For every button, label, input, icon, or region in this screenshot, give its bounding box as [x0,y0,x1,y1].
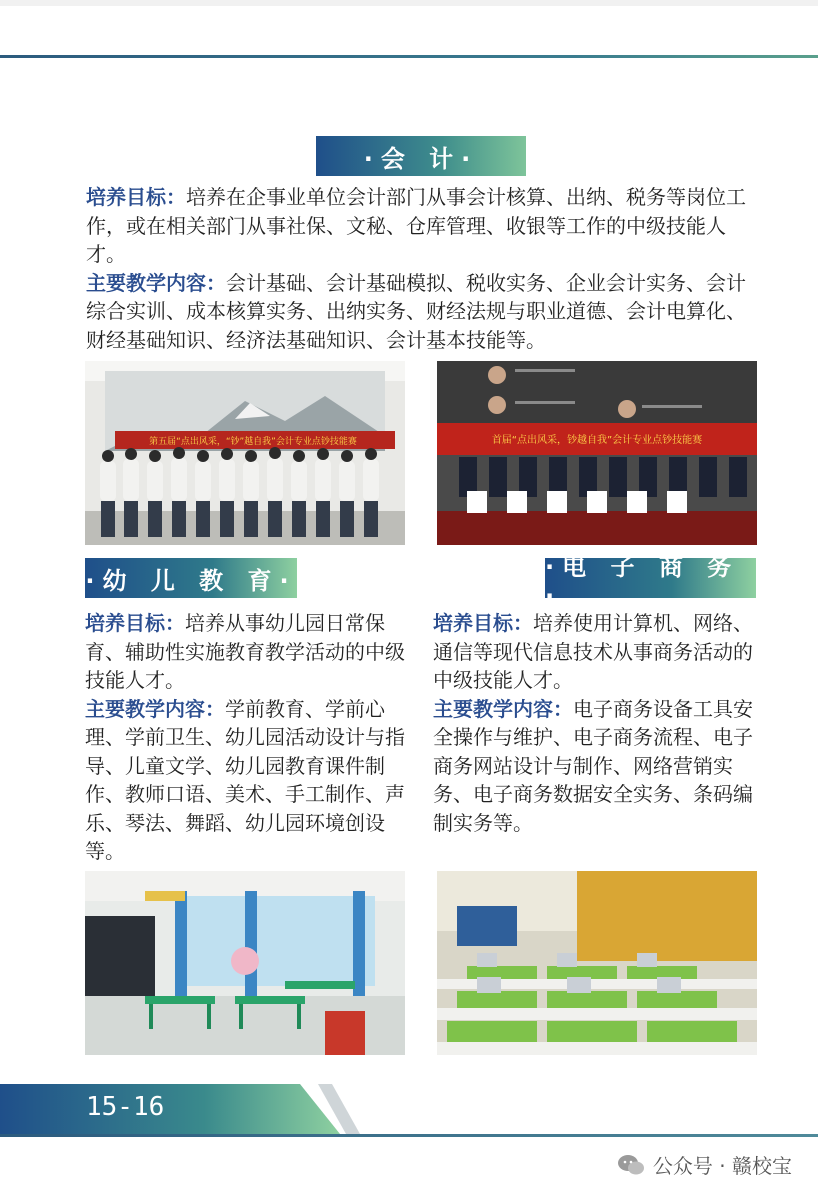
preschool-goal [85,609,413,695]
wechat-icon [617,1154,645,1176]
section-title-accounting: ·会 计· [316,136,526,176]
goal-label: 培养目标： [85,611,185,635]
photo2-banner: 首届“点出风采，钞越自我”会计专业点钞技能赛 [491,435,703,446]
page-number: 15-16 [86,1092,165,1122]
accounting-contest-stage-photo [437,361,757,545]
content-label: 主要教学内容： [433,696,573,721]
section-title-ecommerce: ·电 子 商 务· [545,558,756,598]
ecommerce-content [433,695,761,838]
goal-text: 培养使用计算机、网络、通信等现代信息技术从事商务活动的中级技能人才。 [433,611,753,692]
content-label: 主要教学内容： [86,270,226,295]
ecommerce-text [433,609,761,837]
preschool-classroom-photo [85,871,405,1055]
preschool-content [85,695,413,866]
accounting-text [86,183,762,354]
footer-rule [0,1134,818,1137]
watermark-text: 公众号 · 赣校宝 [652,1154,792,1178]
content-text: 电子商务设备工具安全操作与维护、电子商务流程、电子商务网站设计与制作、网络营销实务、电子商务数据安全实务、条码编制实务等。 [433,696,753,835]
content-text: 学前教育、学前心理、学前卫生、幼儿园活动设计与指导、儿童文学、幼儿园教育课件制作、教师口语、美术、手工制作、声乐、琴法、舞蹈、幼儿园环境创设等。 [85,696,405,863]
preschool-text [85,609,413,866]
section-title-preschool: ·幼 儿 教 育· [85,558,297,598]
accounting-contest-group-photo [85,361,405,545]
accounting-content [86,269,762,355]
wechat-watermark [617,1150,792,1179]
accounting-goal [86,183,762,269]
top-edge [0,0,818,6]
content-label: 主要教学内容： [85,696,225,721]
page-number-band [0,1084,360,1134]
header-rule [0,55,818,58]
goal-label: 培养目标： [433,611,533,635]
content-text: 会计基础、会计基础模拟、税收实务、企业会计实务、会计综合实训、成本核算实务、出纳实务、财经法规与职业道德、会计电算化、财经基础知识、经济法基础知识、会计基本技能等。 [86,270,746,352]
goal-text: 培养从事幼儿园日常保育、辅助性实施教育教学活动的中级技能人才。 [85,611,405,692]
photo1-banner: 第五届“点出风采，“钞”越自我”会计专业点钞技能赛 [149,437,357,447]
goal-text: 培养在企事业单位会计部门从事会计核算、出纳、税务等岗位工作，或在相关部门从事社保、文秘、仓库管理、收银等工作的中级技能人才。 [86,185,746,266]
ecommerce-computer-lab-photo [437,871,757,1055]
goal-label: 培养目标： [86,185,186,209]
ecommerce-goal [433,609,761,695]
